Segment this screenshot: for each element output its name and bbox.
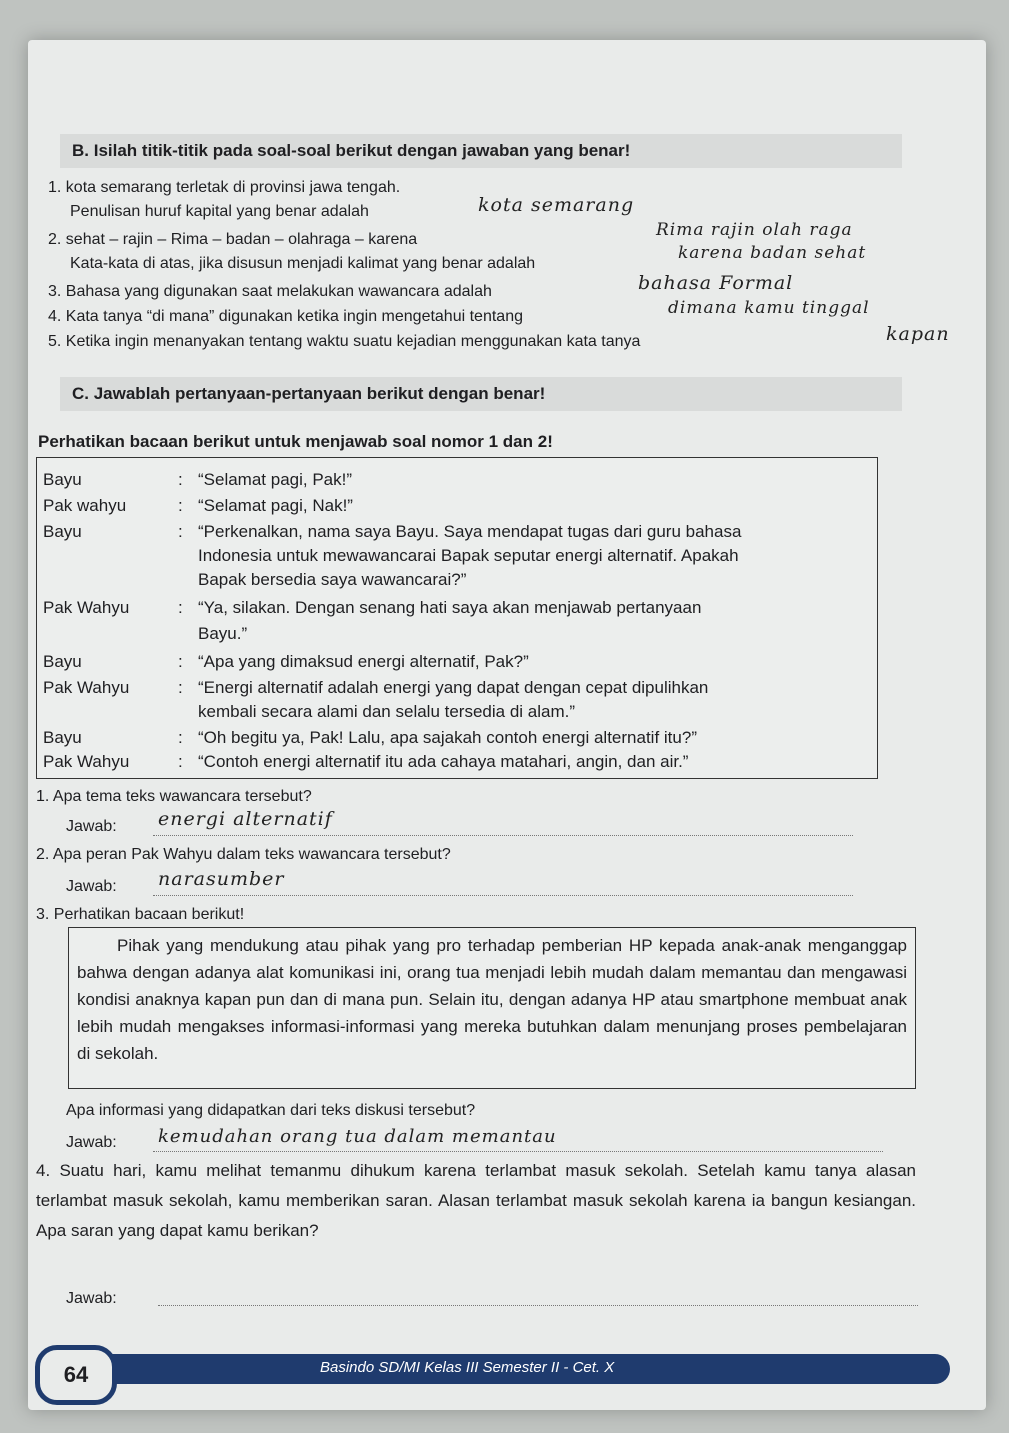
utterance: Indonesia untuk mewawancarai Bapak seputar energi alternatif. Apakah xyxy=(198,546,739,565)
b-q2-answer-2: karena badan sehat xyxy=(678,243,867,263)
b-q1-line1: 1. kota semarang terletak di provinsi jawa tengah. xyxy=(48,179,401,196)
c-q1: 1. Apa tema teks wawancara tersebut? xyxy=(36,788,312,805)
utterance: “Oh begitu ya, Pak! Lalu, apa sajakah contoh energi alternatif itu?” xyxy=(198,728,697,747)
colon: : xyxy=(178,598,183,617)
utterance: “Selamat pagi, Pak!” xyxy=(198,470,353,489)
b-q4: 4. Kata tanya “di mana” digunakan ketika ingin mengetahui tentang xyxy=(48,308,523,325)
section-b-title: B. Isilah titik-titik pada soal-soal berikut dengan jawaban yang benar! xyxy=(60,134,902,168)
colon: : xyxy=(178,496,183,515)
footer-bar xyxy=(90,1354,950,1384)
utterance: “Perkenalkan, nama saya Bayu. Saya mendapat tugas dari guru bahasa xyxy=(198,522,742,541)
b-q3-answer: bahasa Formal xyxy=(638,272,794,294)
colon: : xyxy=(178,470,183,489)
colon: : xyxy=(178,752,183,771)
utterance: Bayu.” xyxy=(198,624,248,643)
c-q3-label: Jawab: xyxy=(66,1134,117,1151)
speaker: Bayu xyxy=(43,470,82,489)
section-c-title: C. Jawablah pertanyaan-pertanyaan berikut dengan benar! xyxy=(60,377,902,411)
b-q5-answer: kapan xyxy=(886,323,950,345)
colon: : xyxy=(178,728,183,747)
speaker: Bayu xyxy=(43,652,82,671)
dialogue-box xyxy=(36,457,878,779)
colon: : xyxy=(178,652,183,671)
c-q3: 3. Perhatikan bacaan berikut! xyxy=(36,906,245,923)
utterance: Bapak bersedia saya wawancarai?” xyxy=(198,570,467,589)
c-q3-question: Apa informasi yang didapatkan dari teks diskusi tersebut? xyxy=(66,1102,476,1119)
b-q5: 5. Ketika ingin menanyakan tentang waktu suatu kejadian menggunakan kata tanya xyxy=(48,333,641,350)
c-q3-passage: Pihak yang mendukung atau pihak yang pro terhadap pemberian HP kepada anak-anak menganggap bahwa dengan adanya alat komunikasi ini, orang tua menjadi lebih mudah dalam memantau dan mengawasi kondisi anaknya kapan pun dan di mana pun. Selain itu, dengan adanya HP atau smartphone membuat anak lebih mudah mengakses informasi-informasi yang mereka butuhkan dalam menunjang proses pembelajaran di sekolah. xyxy=(77,936,907,1063)
c-q2: 2. Apa peran Pak Wahyu dalam teks wawancara tersebut? xyxy=(36,846,451,863)
c-q4-text: 4. Suatu hari, kamu melihat temanmu dihukum karena terlambat masuk sekolah. Setelah kamu tanya alasan terlambat masuk sekolah, kamu memberikan saran. Alasan terlambat masuk sekolah karena ia bangun kesiangan. Apa saran yang dapat kamu berikan? xyxy=(36,1161,916,1240)
colon: : xyxy=(178,678,183,697)
c-q4-label: Jawab: xyxy=(66,1290,117,1307)
utterance: “Selamat pagi, Nak!” xyxy=(198,496,353,515)
speaker: Bayu xyxy=(43,522,82,541)
b-q3: 3. Bahasa yang digunakan saat melakukan wawancara adalah xyxy=(48,283,492,300)
b-q2-line2: Kata-kata di atas, jika disusun menjadi kalimat yang benar adalah xyxy=(70,255,536,272)
utterance: “Ya, silakan. Dengan senang hati saya akan menjawab pertanyaan xyxy=(198,598,702,617)
b-q2-answer-1: Rima rajin olah raga xyxy=(656,220,853,240)
utterance: “Energi alternatif adalah energi yang dapat dengan cepat dipulihkan xyxy=(198,678,709,697)
c-q1-answer: energi alternatif xyxy=(158,808,333,830)
worksheet-page xyxy=(28,40,986,1410)
b-q1-line2: Penulisan huruf kapital yang benar adalah xyxy=(70,203,369,220)
speaker: Pak Wahyu xyxy=(43,678,130,697)
c-q1-label: Jawab: xyxy=(66,818,117,835)
passage-box xyxy=(68,927,916,1089)
answer-line xyxy=(153,894,853,896)
b-q4-answer: dimana kamu tinggal xyxy=(668,298,870,318)
c-q2-answer: narasumber xyxy=(158,868,285,890)
answer-line xyxy=(153,1150,883,1152)
colon: : xyxy=(178,522,183,541)
answer-line[interactable] xyxy=(158,1304,918,1306)
utterance: “Contoh energi alternatif itu ada cahaya matahari, angin, dan air.” xyxy=(198,752,689,771)
utterance: “Apa yang dimaksud energi alternatif, Pak?” xyxy=(198,652,529,671)
utterance: kembali secara alami dan selalu tersedia di alam.” xyxy=(198,702,576,721)
speaker: Pak Wahyu xyxy=(43,752,130,771)
c-q2-label: Jawab: xyxy=(66,878,117,895)
book-title: Basindo SD/MI Kelas III Semester II - Cet. X xyxy=(320,1359,615,1376)
c-q3-answer: kemudahan orang tua dalam memantau xyxy=(158,1126,557,1147)
speaker: Pak wahyu xyxy=(43,496,127,515)
b-q1-answer: kota semarang xyxy=(478,194,635,216)
speaker: Pak Wahyu xyxy=(43,598,130,617)
c-instruction: Perhatikan bacaan berikut untuk menjawab soal nomor 1 dan 2! xyxy=(38,432,553,451)
speaker: Bayu xyxy=(43,728,82,747)
b-q2-line1: 2. sehat – rajin – Rima – badan – olahraga – karena xyxy=(48,231,418,248)
answer-line xyxy=(153,834,853,836)
page-number: 64 xyxy=(35,1345,117,1405)
